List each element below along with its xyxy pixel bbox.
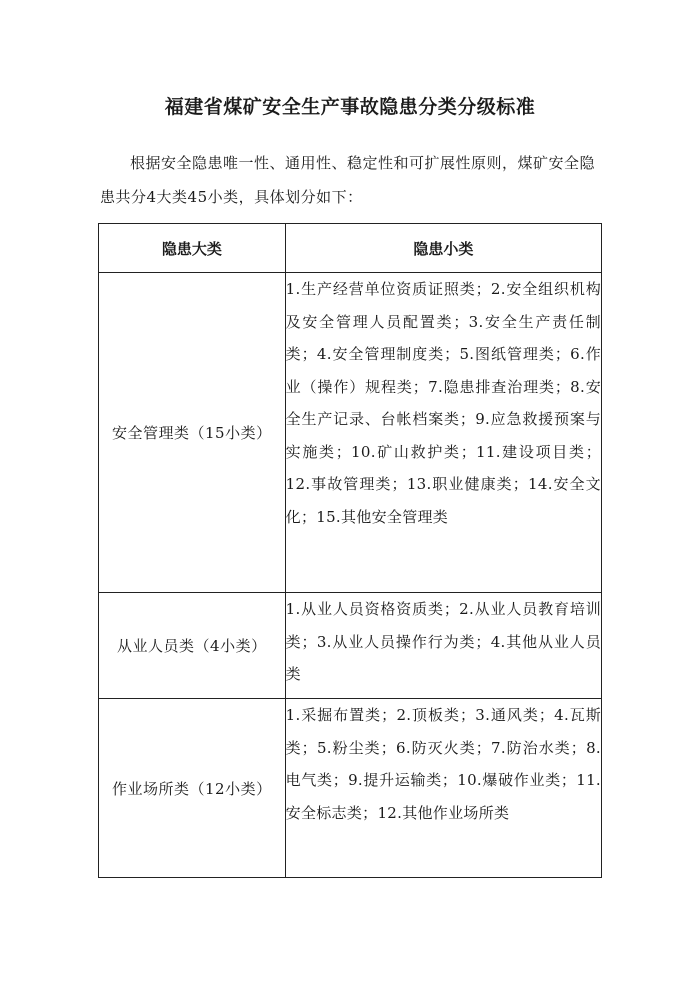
category-cell: 从业人员类（4小类） [99, 593, 286, 699]
table-header-row [99, 224, 602, 273]
subcategory-cell: 1.采掘布置类；2.顶板类；3.通风类；4.瓦斯类；5.粉尘类；6.防灭火类；7.防治水类；8.电气类；9.提升运输类；10.爆破作业类；11.安全标志类；12.其他作业场所类 [285, 699, 601, 878]
header-subcategory: 隐患小类 [285, 224, 601, 273]
category-cell: 安全管理类（15小类） [99, 273, 286, 593]
table-row [99, 273, 602, 593]
document-title: 福建省煤矿安全生产事故隐患分类分级标准 [164, 96, 536, 118]
intro-paragraph: 根据安全隐患唯一性、通用性、稳定性和可扩展性原则，煤矿安全隐患共分4大类45小类，具体划分如下： [100, 154, 596, 206]
header-category: 隐患大类 [99, 224, 286, 273]
table-row [99, 699, 602, 878]
category-cell: 作业场所类（12小类） [99, 699, 286, 878]
table-row [99, 593, 602, 699]
hazard-classification-table [98, 223, 602, 878]
subcategory-cell: 1.生产经营单位资质证照类；2.安全组织机构及安全管理人员配置类；3.安全生产责任制类；4.安全管理制度类；5.图纸管理类；6.作业（操作）规程类；7.隐患排查治理类；8.安全生产记录、台帐档案类；9.应急救援预案与实施类；10.矿山救护类；11.建设项目类；12.事故管理类；13.职业健康类；14.安全文化；15.其他安全管理类 [285, 273, 601, 593]
subcategory-cell: 1.从业人员资格资质类；2.从业人员教育培训类；3.从业人员操作行为类；4.其他从业人员类 [285, 593, 601, 699]
